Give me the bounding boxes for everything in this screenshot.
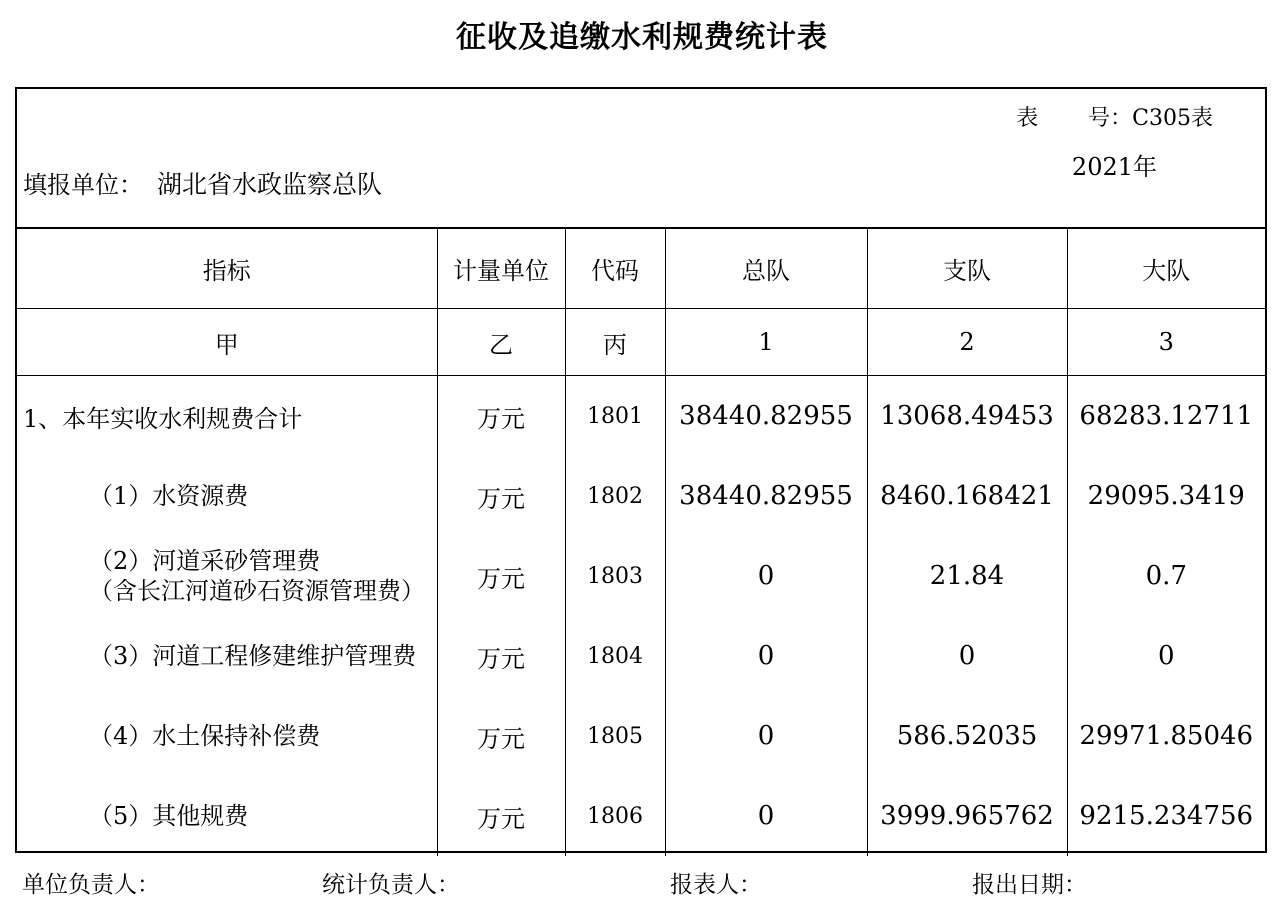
column-code: 甲 <box>17 309 437 376</box>
statistics-table <box>17 229 1265 856</box>
value-cell-brigade: 9215.234756 <box>1067 776 1265 856</box>
unit-cell: 万元 <box>437 456 565 536</box>
value-cell-brigade: 68283.12711 <box>1067 376 1265 457</box>
value-cell-corps: 0 <box>665 616 867 696</box>
column-code: 2 <box>867 309 1067 376</box>
column-header: 代码 <box>565 229 665 309</box>
value-cell-detachment: 13068.49453 <box>867 376 1067 457</box>
indicator-line-2: （含长江河道砂石资源管理费） <box>89 577 425 605</box>
indicator-cell: （5）其他规费 <box>17 776 437 856</box>
filing-unit-value: 湖北省水政监察总队 <box>157 170 383 199</box>
report-date-label: 报出日期： <box>972 872 1087 898</box>
unit-cell: 万元 <box>437 536 565 616</box>
table-header-row <box>17 229 1265 309</box>
column-header: 大队 <box>1067 229 1265 309</box>
unit-cell: 万元 <box>437 616 565 696</box>
page-title: 征收及追缴水利规费统计表 <box>456 20 828 55</box>
column-header: 指标 <box>17 229 437 309</box>
stat-head-label: 统计负责人： <box>322 872 460 898</box>
value-cell-detachment: 3999.965762 <box>867 776 1067 856</box>
unit-cell: 万元 <box>437 376 565 457</box>
reporter-label: 报表人： <box>670 872 762 898</box>
value-cell-corps: 0 <box>665 776 867 856</box>
code-cell: 1802 <box>565 456 665 536</box>
table-row <box>17 776 1265 856</box>
report-sheet <box>15 87 1267 853</box>
value-cell-brigade: 0.7 <box>1067 536 1265 616</box>
indicator-cell: （4）水土保持补偿费 <box>17 696 437 776</box>
code-cell: 1804 <box>565 616 665 696</box>
value-cell-detachment: 8460.168421 <box>867 456 1067 536</box>
code-cell: 1805 <box>565 696 665 776</box>
column-code: 3 <box>1067 309 1265 376</box>
indicator-line-1: （2）河道采砂管理费 <box>89 547 321 575</box>
unit-cell: 万元 <box>437 696 565 776</box>
column-header: 计量单位 <box>437 229 565 309</box>
column-code: 1 <box>665 309 867 376</box>
table-number-value: 号：C305表 <box>1088 106 1213 131</box>
indicator-cell <box>17 536 437 616</box>
code-cell: 1801 <box>565 376 665 457</box>
value-cell-detachment: 21.84 <box>867 536 1067 616</box>
column-code: 丙 <box>565 309 665 376</box>
table-row <box>17 376 1265 457</box>
column-code-row <box>17 309 1265 376</box>
value-cell-corps: 38440.82955 <box>665 456 867 536</box>
value-cell-brigade: 29095.3419 <box>1067 456 1265 536</box>
filing-unit-label: 填报单位： <box>23 171 143 199</box>
value-cell-corps: 0 <box>665 536 867 616</box>
table-row <box>17 696 1265 776</box>
code-cell: 1806 <box>565 776 665 856</box>
table-row <box>17 536 1265 616</box>
indicator-cell: （3）河道工程修建维护管理费 <box>17 616 437 696</box>
value-cell-corps: 0 <box>665 696 867 776</box>
table-number <box>1016 101 1213 132</box>
value-cell-corps: 38440.82955 <box>665 376 867 457</box>
column-code: 乙 <box>437 309 565 376</box>
indicator-cell: 1、本年实收水利规费合计 <box>17 376 437 457</box>
column-header: 支队 <box>867 229 1067 309</box>
table-number-label: 表 <box>1016 106 1039 131</box>
unit-head-label: 单位负责人： <box>22 872 160 898</box>
column-header: 总队 <box>665 229 867 309</box>
unit-cell: 万元 <box>437 776 565 856</box>
indicator-cell: （1）水资源费 <box>17 456 437 536</box>
value-cell-brigade: 0 <box>1067 616 1265 696</box>
value-cell-brigade: 29971.85046 <box>1067 696 1265 776</box>
table-row <box>17 616 1265 696</box>
report-year: 2021年 <box>1071 153 1157 181</box>
code-cell: 1803 <box>565 536 665 616</box>
value-cell-detachment: 586.52035 <box>867 696 1067 776</box>
table-row <box>17 456 1265 536</box>
value-cell-detachment: 0 <box>867 616 1067 696</box>
